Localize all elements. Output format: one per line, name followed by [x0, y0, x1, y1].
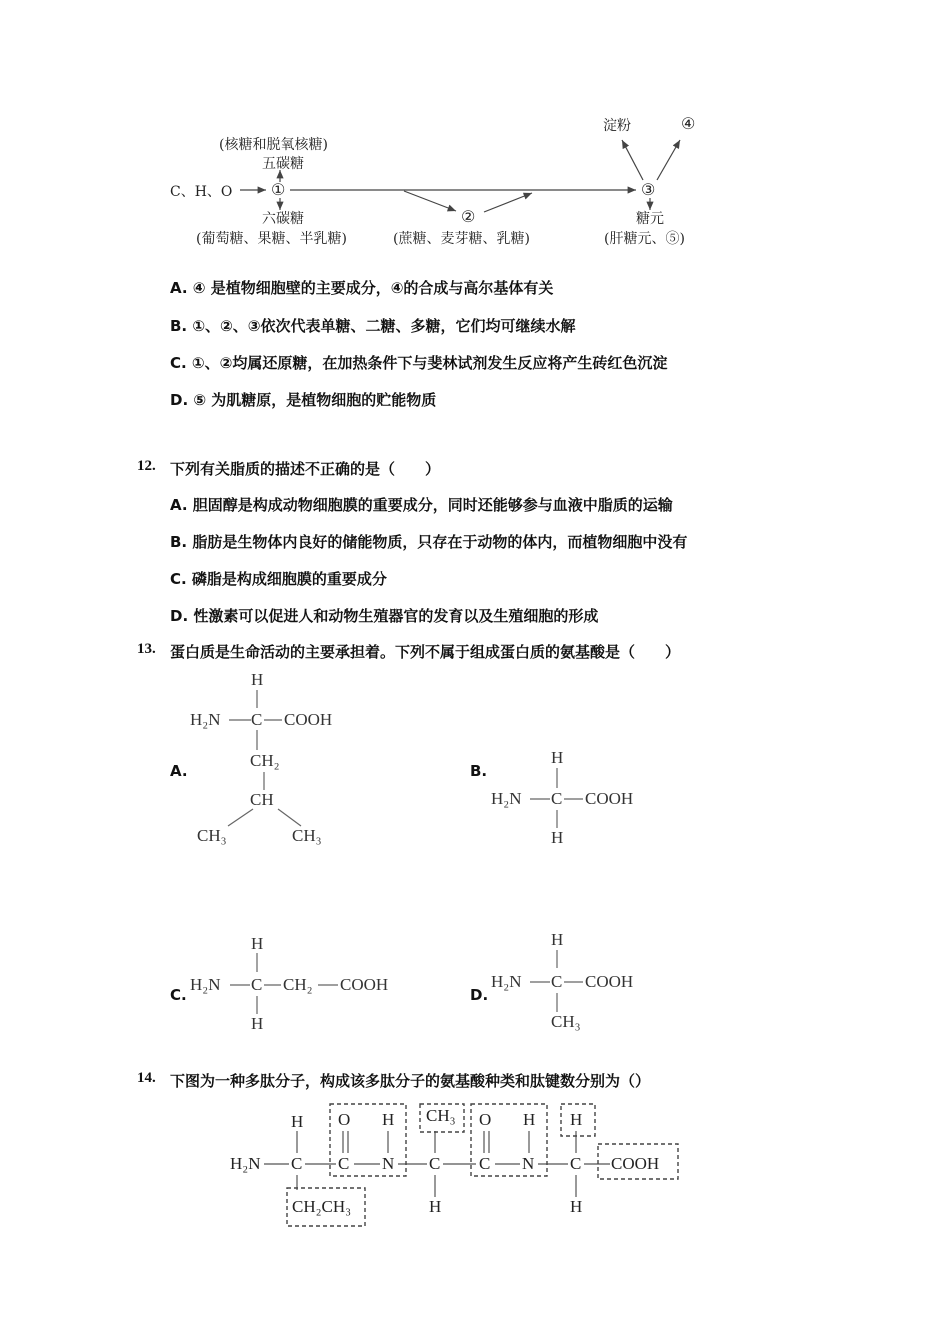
p-h-2: H	[382, 1110, 395, 1129]
p-o-1: O	[338, 1110, 351, 1129]
p-h-6: H	[570, 1197, 583, 1216]
q12-option-a: A. 胆固醇是构成动物细胞膜的重要成分，同时还能够参与血液中脂质的运输	[170, 496, 673, 514]
disaccharide-detail: (蔗糖、麦芽糖、乳糖)	[393, 231, 530, 247]
glycogen-label: 糖元	[636, 211, 664, 227]
d-c: C	[551, 972, 563, 991]
pentose-detail: (核糖和脱氧核糖)	[219, 137, 328, 153]
b-h-top: H	[551, 748, 564, 767]
c-cooh: COOH	[340, 975, 389, 994]
p-c-4: C	[479, 1154, 491, 1173]
d-h2n: H₂N	[491, 972, 522, 991]
a-cooh: COOH	[284, 710, 333, 729]
a-h-top: H	[251, 670, 264, 689]
arrow-3-to-starch	[622, 140, 643, 180]
c-c: C	[251, 975, 263, 994]
b-h2n: H₂N	[491, 789, 522, 808]
glycogen-detail: (肝糖元、⑤)	[604, 231, 685, 247]
p-h-4: H	[523, 1110, 536, 1129]
a-h2n: H₂N	[190, 710, 221, 729]
arrow-to-2	[404, 191, 456, 211]
q11-option-b: B. ①、②、③依次代表单糖、二糖、多糖，它们均可继续水解	[170, 317, 576, 335]
p-h-5: H	[570, 1110, 583, 1129]
flow-input: C、H、O	[170, 184, 233, 200]
node-1: ①	[271, 180, 286, 199]
a-ch3-right: CH₃	[292, 826, 322, 845]
p-h-1: H	[291, 1112, 304, 1131]
c-h-bottom: H	[251, 1014, 264, 1033]
p-ch2ch3: CH₂CH₃	[292, 1197, 352, 1216]
q12-option-c: C. 磷脂是构成细胞膜的重要成分	[170, 570, 387, 588]
q13-number: 13.	[137, 641, 156, 657]
q11-option-a: A. ④ 是植物细胞壁的主要成分，④的合成与高尔基体有关	[170, 279, 554, 297]
q12-stem: 下列有关脂质的描述不正确的是（ ）	[170, 460, 441, 478]
pentose-label: 五碳糖	[262, 156, 304, 172]
node-4: ④	[681, 114, 696, 133]
q12-number: 12.	[137, 458, 156, 474]
b-cooh: COOH	[585, 789, 634, 808]
p-h-3: H	[429, 1197, 442, 1216]
b-c: C	[551, 789, 563, 808]
a-c: C	[251, 710, 263, 729]
p-n-2: N	[522, 1154, 535, 1173]
p-c-5: C	[570, 1154, 582, 1173]
d-ch3: CH₃	[551, 1012, 581, 1031]
q12-option-d: D. 性激素可以促进人和动物生殖器官的发育以及生殖细胞的形成	[170, 607, 599, 625]
q12-option-b: B. 脂肪是生物体内良好的储能物质，只存在于动物的体内，而植物细胞中没有	[170, 533, 688, 551]
p-c-3: C	[429, 1154, 441, 1173]
hexose-detail: (葡萄糖、果糖、半乳糖)	[196, 231, 347, 247]
q13-bonds	[228, 690, 583, 1014]
a-ch2: CH₂	[250, 751, 280, 770]
starch-label: 淀粉	[603, 118, 631, 134]
p-c-1: C	[291, 1154, 303, 1173]
p-cooh: COOH	[611, 1154, 660, 1173]
q13-label-b: B.	[470, 762, 488, 780]
c-h2n: H₂N	[190, 975, 221, 994]
c-h-top: H	[251, 934, 264, 953]
p-c-2: C	[338, 1154, 350, 1173]
q14-number: 14.	[137, 1070, 156, 1086]
q13-label-c: C.	[170, 986, 187, 1004]
node-2: ②	[461, 207, 476, 226]
a-ch: CH	[250, 790, 274, 809]
q13-label-d: D.	[470, 986, 489, 1004]
q11-option-c: C. ①、②均属还原糖，在加热条件下与斐林试剂发生反应将产生砖红色沉淀	[170, 354, 668, 372]
b-h-bottom: H	[551, 828, 564, 847]
arrow-3-to-4	[657, 140, 680, 180]
d-cooh: COOH	[585, 972, 634, 991]
p-o-2: O	[479, 1110, 492, 1129]
d-h-top: H	[551, 930, 564, 949]
q14-stem: 下图为一种多肽分子，构成该多肽分子的氨基酸种类和肽键数分别为（）	[170, 1072, 651, 1090]
p-ch3: CH₃	[426, 1106, 456, 1125]
p-h2n: H₂N	[230, 1154, 261, 1173]
a-ch3-left: CH₃	[197, 826, 227, 845]
node-3: ③	[641, 180, 656, 199]
p-n-1: N	[382, 1154, 395, 1173]
c-ch2: CH₂	[283, 975, 313, 994]
q13-stem: 蛋白质是生命活动的主要承担着。下列不属于组成蛋白质的氨基酸是（ ）	[170, 643, 681, 661]
arrow-2-up	[484, 193, 532, 212]
q13-label-a: A.	[170, 762, 188, 780]
hexose-label: 六碳糖	[262, 211, 304, 227]
q11-option-d: D. ⑤ 为肌糖原，是植物细胞的贮能物质	[170, 391, 437, 409]
